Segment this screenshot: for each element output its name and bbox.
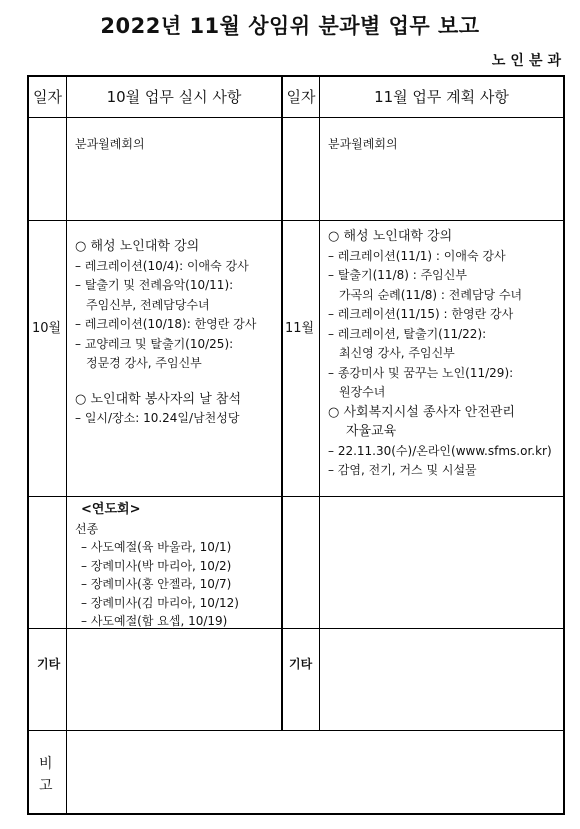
list-item: – 종강미사 및 꿈꾸는 노인(11/29):: [328, 365, 514, 380]
list-item: 가곡의 순례(11/8) : 전례담당 수녀: [339, 287, 523, 302]
row4-right-label: 기타: [289, 657, 313, 671]
list-item: – 레크레이션, 탈출기(11/22):: [328, 326, 487, 341]
list-item: – 사도예절(육 바울라, 10/1): [81, 540, 232, 554]
header-november-plan: 11월 업무 계획 사항: [374, 88, 509, 106]
col-divider-day-right: [319, 77, 320, 730]
list-item: – 탈출기 및 전례음악(10/11):: [75, 278, 234, 292]
memorial-heading: <연도회>: [81, 502, 141, 517]
list-item: – 장례미사(김 마리아, 10/12): [81, 595, 239, 610]
row4-left-label: 기타: [37, 657, 61, 671]
row2-left-day: 10월: [32, 321, 62, 336]
list-item: 최신영 강사, 주임신부: [339, 346, 455, 360]
row-line-4: [29, 730, 563, 731]
list-item: ○ 해성 노인대학 강의: [328, 229, 453, 244]
list-item: 주임신부, 전례담당수녀: [86, 297, 210, 312]
list-item: – 레크레이션(11/1) : 이애숙 강사: [328, 248, 506, 263]
memorial-subheading: 선종: [75, 521, 99, 536]
notes-label-char-2: 고: [39, 778, 53, 794]
col-divider-middle: [281, 77, 283, 730]
row3-left-list: [75, 501, 239, 631]
row-line-header: [29, 117, 563, 118]
notes-label: [39, 753, 53, 797]
list-item: – 장례미사(홍 안젤라, 10/7): [81, 577, 232, 591]
list-item: – 22.11.30(수)/온라인(www.sfms.or.kr): [328, 443, 552, 458]
row2-right-day: 11월: [285, 321, 315, 336]
list-item: – 레크레이션(11/15) : 한영란 강사: [328, 307, 514, 321]
col-divider-day-left: [66, 77, 67, 730]
list-item: 원장수녀: [339, 385, 386, 399]
list-item: 정문경 강사, 주임신부: [86, 356, 202, 370]
list-item: – 레크레이션(10/18): 한영란 강사: [75, 317, 257, 331]
list-item: – 교양레크 및 탈출기(10/25):: [75, 336, 234, 351]
col-divider-notes: [66, 730, 67, 815]
row1-right-text: 분과월례회의: [328, 137, 398, 151]
header-day-left: 일자: [33, 88, 62, 106]
list-spacer: [75, 374, 256, 390]
list-item: 자율교육: [346, 424, 397, 439]
row2-left-list: [75, 237, 256, 429]
list-item: – 레크레이션(10/4): 이애숙 강사: [75, 258, 249, 273]
list-item: ○ 해성 노인대학 강의: [75, 239, 200, 254]
list-item: – 장례미사(박 마리아, 10/2): [81, 558, 232, 573]
row-line-1: [29, 220, 563, 221]
row1-left-text: 분과월례회의: [75, 137, 145, 151]
notes-label-char-1: 비: [39, 756, 53, 772]
header-day-right: 일자: [286, 88, 316, 106]
row2-right-list: [328, 227, 552, 481]
department-label: 노인분과: [491, 53, 566, 69]
row-line-2: [29, 496, 563, 497]
list-item: ○ 사회복지시설 종사자 안전관리: [328, 404, 515, 420]
list-item: ○ 노인대학 봉사자의 날 참석: [75, 391, 242, 407]
page-title: 2022년 11월 상임위 분과별 업무 보고: [100, 14, 480, 38]
list-item: – 사도예절(함 요셉, 10/19): [81, 614, 228, 628]
list-item: – 감염, 전기, 거스 및 시설물: [328, 463, 477, 477]
list-item: – 탈출기(11/8) : 주임신부: [328, 268, 467, 282]
list-item: – 일시/장소: 10.24일/남천성당: [75, 411, 240, 425]
header-october-done: 10월 업무 실시 사항: [106, 88, 242, 106]
report-table: [27, 75, 565, 815]
